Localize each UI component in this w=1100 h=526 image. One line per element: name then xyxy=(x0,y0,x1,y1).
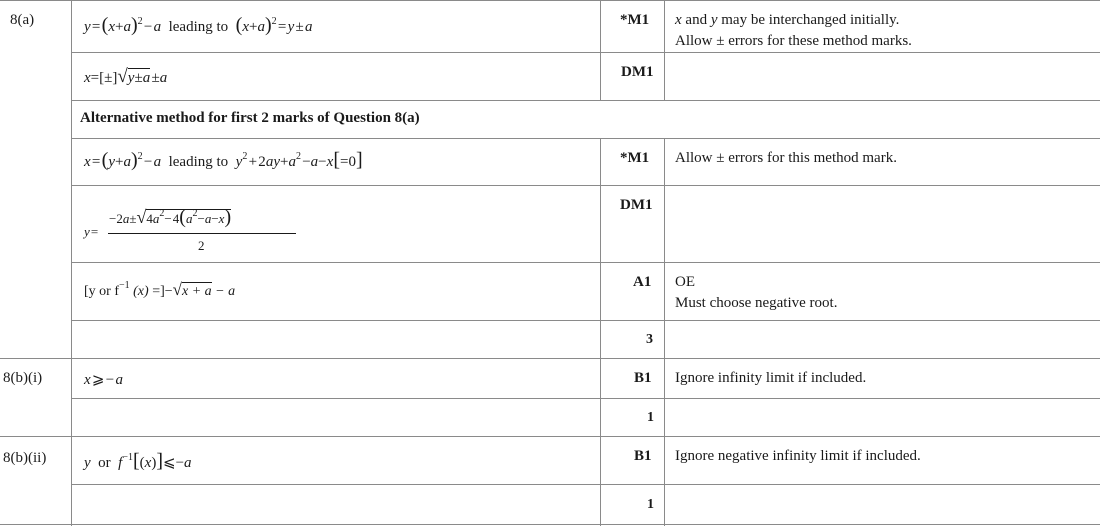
answer-expression: y or $f^{-1}[(x)]⩽-a$ xyxy=(84,450,192,472)
guidance-line: OE xyxy=(675,274,695,290)
answer-text: [y or f xyxy=(84,284,119,299)
table-row xyxy=(0,52,1100,100)
table-row xyxy=(0,320,1100,358)
answer-expression: y = xyxy=(84,224,99,239)
mark-code: DM1 xyxy=(621,64,654,80)
guidance-line: Must choose negative root. xyxy=(675,295,838,311)
guidance-text: may be interchanged initially. xyxy=(717,12,900,28)
answer-expression: x = $(y+a)^2$ − a leading to $y^2$ + $2ay+a^2$ −a−x[=0] xyxy=(84,149,363,171)
answer-expression: y = $(x+a)^2$ − a leading to $(x+a)^2$ = y ± a xyxy=(84,14,313,36)
answer-expression: $-2a\pm√4a^2-$ $4(a^2-a-x)$ xyxy=(109,206,232,228)
guidance-line: Ignore infinity limit if included. xyxy=(675,370,867,386)
fraction-bar xyxy=(108,233,296,234)
mark-code: DM1 xyxy=(620,197,653,213)
table-row xyxy=(0,100,1100,138)
answer-text: leading to xyxy=(168,19,229,35)
mark-total: 3 xyxy=(646,332,653,347)
guidance-text: x xyxy=(675,12,682,28)
mark-total: 1 xyxy=(647,410,654,425)
mark-code: A1 xyxy=(633,274,652,290)
table-row xyxy=(0,358,1100,398)
table-row xyxy=(0,0,1100,52)
mark-code: B1 xyxy=(634,448,652,464)
mark-code: *M1 xyxy=(620,150,650,166)
guidance-text: y xyxy=(710,12,718,28)
question-number: 8(a) xyxy=(10,12,35,28)
table-row xyxy=(0,436,1100,484)
table-rule xyxy=(0,524,1100,525)
question-number: 8(b)(ii) xyxy=(3,450,47,466)
guidance-line xyxy=(675,12,899,29)
answer-expression: x ⩾ − a xyxy=(84,372,123,388)
guidance-line: Allow ± errors for these method marks. xyxy=(675,33,912,49)
table-row xyxy=(0,185,1100,262)
guidance-text: and xyxy=(681,12,711,28)
answer-text: leading to xyxy=(168,154,229,170)
mark-code: B1 xyxy=(634,370,652,386)
mark-code: *M1 xyxy=(620,12,650,28)
guidance-line: Allow ± errors for this method mark. xyxy=(675,150,897,166)
mark-total: 1 xyxy=(647,497,654,512)
denominator: 2 xyxy=(198,238,205,253)
section-heading: Alternative method for first 2 marks of Question 8(a) xyxy=(80,110,420,126)
answer-text: or xyxy=(98,455,111,471)
answer-expression: [y or $f^{-1}$ (x) =]−√x + a − a xyxy=(84,280,236,299)
guidance-line: Ignore negative infinity limit if included. xyxy=(675,448,921,464)
table-row xyxy=(0,398,1100,436)
question-number: 8(b)(i) xyxy=(3,370,43,386)
table-row xyxy=(0,484,1100,524)
answer-expression: x=[±]√y±a ±a xyxy=(84,66,168,87)
table-row xyxy=(0,262,1100,320)
table-row xyxy=(0,138,1100,185)
